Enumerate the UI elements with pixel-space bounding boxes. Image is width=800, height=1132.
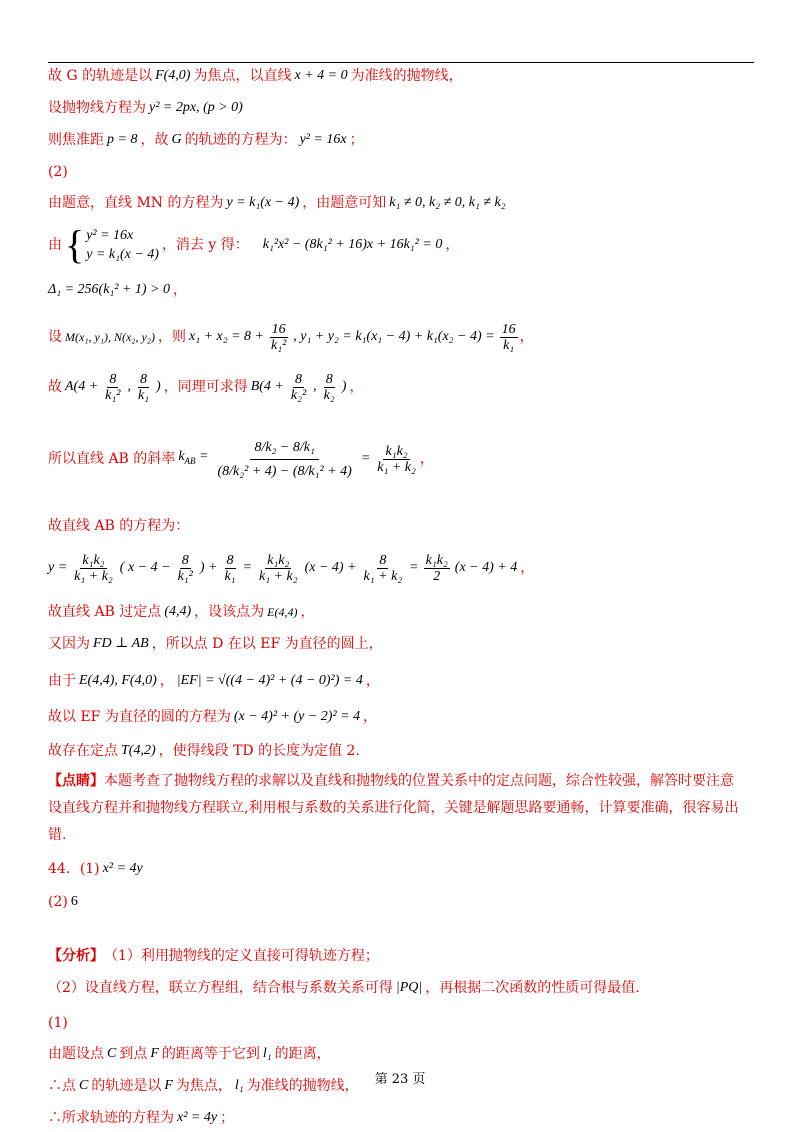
- math-expr: k₁²x² − (8k₁² + 16)x + 16k₁² = 0: [262, 237, 443, 252]
- text: ，再根据二次函数的性质可得最值.: [425, 980, 640, 996]
- text: 由于: [48, 673, 76, 689]
- numerator: 8: [109, 371, 117, 387]
- text: 的距离等于它到: [161, 1046, 260, 1062]
- math-expr: (x − 4)² + (y − 2)² = 4: [233, 709, 361, 724]
- text: 为准线的抛物线，: [246, 1078, 359, 1094]
- fraction: [103, 372, 122, 403]
- math-expr: y =: [48, 560, 68, 575]
- numerator: 8: [379, 552, 387, 568]
- math-expr: x² = 4y: [102, 861, 143, 876]
- math-expr: B(4 +: [250, 379, 284, 394]
- text: ，: [519, 329, 534, 345]
- text: 由题设点: [48, 1046, 104, 1062]
- math-expr: F: [150, 1046, 159, 1061]
- header-rule: [48, 62, 754, 63]
- numerator: 8/k₂ − 8/k₁: [250, 436, 318, 460]
- text-line: [48, 738, 754, 764]
- fraction: [289, 372, 308, 403]
- analysis-line: [48, 943, 754, 969]
- text-line: [48, 632, 754, 656]
- numerator: 8: [226, 552, 234, 568]
- text: 为焦点，以直线: [193, 68, 292, 84]
- fraction: [375, 444, 418, 475]
- numerator: 16: [501, 321, 516, 337]
- tag: 【分析】: [48, 948, 104, 964]
- fraction: [269, 322, 288, 353]
- text: ，设该点为: [194, 604, 265, 620]
- fraction: [213, 436, 355, 483]
- text: ；: [349, 132, 364, 148]
- text: ，: [520, 560, 535, 576]
- text: (2): [48, 164, 68, 180]
- text: ，同理可求得: [163, 379, 248, 395]
- text: 的距离，: [274, 1046, 331, 1062]
- text: 本题考查了抛物线方程的求解以及直线和抛物线的位置关系中的定点问题，综合性较强，解答时要注意: [104, 773, 734, 789]
- math-expr: C: [107, 1046, 117, 1061]
- denominator: k₁: [137, 387, 150, 403]
- text-line: [48, 278, 754, 302]
- math-expr: (4,4): [164, 604, 192, 619]
- text: 所以直线 AB 的斜率: [48, 451, 176, 467]
- math-expr: =: [242, 560, 252, 575]
- text-line: [48, 96, 754, 120]
- denominator: k₂²: [290, 387, 307, 403]
- denominator: k₁²: [105, 387, 121, 403]
- denominator: k₁: [503, 337, 515, 353]
- fraction: [176, 553, 195, 584]
- denominator: k₁: [224, 568, 236, 584]
- math-expr: E(4,4), F(4,0): [79, 673, 157, 688]
- text: 故直线 AB 的方程为：: [48, 518, 190, 534]
- text: ∴所求轨迹的方程为: [48, 1110, 174, 1126]
- subscript: AB: [184, 455, 196, 466]
- numerator: k₁k₂: [82, 552, 105, 568]
- text: 设直线方程并和抛物线方程联立,利用根与系数的关系进行化简，关键是解题思路要通畅，计算要准确，很容易出: [48, 800, 739, 816]
- text: ，: [445, 237, 460, 253]
- text: 错.: [48, 827, 67, 843]
- tag: 【点睛】: [48, 773, 104, 789]
- math-expr: (x − 4) +: [304, 560, 357, 575]
- text: 由题意，直线 MN 的方程为: [48, 195, 224, 211]
- text-line: [48, 190, 754, 216]
- denominator: k₁ + k₂: [74, 568, 113, 584]
- math-expr: y = k₁(x − 4): [86, 247, 159, 262]
- numerator: 16: [271, 321, 286, 337]
- text: ，: [365, 673, 380, 689]
- math-expr: |EF| = √((4 − 4)² + (4 − 0)²) = 4: [176, 673, 363, 688]
- text: 则焦准距: [48, 132, 104, 148]
- math-expr: x² = 4y: [177, 1110, 218, 1125]
- math-expr: ( x − 4 −: [119, 560, 171, 575]
- denominator: (8/k₂² + 4) − (8/k₁² + 4): [217, 463, 352, 479]
- page-content: [48, 64, 754, 1131]
- text: ；: [220, 1110, 235, 1126]
- text: ，: [173, 282, 188, 298]
- denominator: k₁²: [177, 568, 193, 584]
- denominator: k₁²: [271, 337, 287, 353]
- text-line: [48, 222, 754, 268]
- text: （1）利用抛物线的定义直接可得轨迹方程；: [104, 948, 379, 964]
- text-line: [48, 1105, 754, 1131]
- math-expr: k: [178, 449, 185, 465]
- fraction: [136, 372, 151, 403]
- text: 又因为: [48, 636, 90, 652]
- comment-block: [48, 768, 754, 849]
- denominator: k₁ + k₂: [259, 568, 298, 584]
- text: ，故: [140, 132, 169, 148]
- text: 的轨迹是以: [91, 1078, 162, 1094]
- text: ，则: [157, 329, 186, 345]
- text: 故直线 AB 过定点: [48, 604, 162, 620]
- text: ，: [300, 604, 315, 620]
- numerator: 8: [325, 371, 333, 387]
- text-line: [48, 316, 754, 358]
- denominator: k₁ + k₂: [377, 459, 416, 475]
- text-line: [48, 666, 754, 696]
- math-expr: Δ₁ = 256(k₁² + 1) > 0: [48, 282, 171, 297]
- page-number: 第 23 页: [374, 1072, 426, 1087]
- denominator: 2: [433, 568, 441, 584]
- text-line: [48, 64, 754, 88]
- math-expr: E(4,4): [267, 605, 298, 619]
- denominator: k₂: [323, 387, 335, 403]
- math-expr: |PQ|: [395, 980, 423, 995]
- denominator: k₁ + k₂: [363, 568, 403, 584]
- math-expr: y² = 16x: [299, 132, 347, 147]
- math-expr: F: [164, 1078, 173, 1093]
- math-expr: FD ⊥ AB: [93, 636, 149, 651]
- text-line: [48, 514, 754, 538]
- math-expr: ) +: [199, 560, 218, 575]
- math-expr: (x − 4) + 4: [454, 560, 518, 575]
- text-line: [48, 600, 754, 624]
- answer-line: [48, 889, 754, 915]
- fraction: [72, 553, 115, 584]
- text: 为焦点，: [175, 1078, 232, 1094]
- math-expr: y² = 2px, (p > 0): [149, 100, 243, 115]
- text: 44．(1): [48, 861, 100, 877]
- math-expr: =: [409, 560, 419, 575]
- text: ，: [363, 709, 378, 725]
- text: (2): [48, 894, 68, 910]
- text: 故存在定点: [48, 743, 118, 759]
- math-expr: x₁ + x₂ = 8 +: [188, 329, 264, 344]
- text: ，: [349, 379, 364, 395]
- text: ，使得线段 TD 的长度为定值 2.: [158, 743, 360, 759]
- math-expr: , y₁ + y₂ = k₁(x₁ − 4) + k₁(x₂ − 4) =: [293, 329, 495, 344]
- numerator: 8: [140, 371, 147, 387]
- math-expr: C: [79, 1078, 89, 1093]
- numerator: k₁k₂: [425, 552, 448, 568]
- text-line: [48, 1041, 754, 1067]
- text: ，: [159, 673, 174, 689]
- math-expr: A(4 +: [65, 379, 99, 394]
- math-expr: k₁ ≠ 0, k₂ ≠ 0, k₁ ≠ k₂: [389, 195, 506, 210]
- text: 故 G 的轨迹是以: [48, 68, 153, 84]
- math-expr: 6: [70, 894, 78, 909]
- section-label: [48, 1011, 754, 1035]
- question-line: [48, 855, 754, 883]
- numerator: 8: [181, 552, 189, 568]
- text: ∴点: [48, 1078, 76, 1094]
- math-expr: p = 8: [107, 132, 138, 147]
- math-expr: x + 4 = 0: [294, 68, 348, 83]
- text: ，: [419, 451, 434, 467]
- text: ，消去 y 得：: [161, 237, 249, 253]
- text-line: 故 A(4 + $\frac{8}{\text{k₁²}}$ , $\frac{8}{\text{k₁}}$ ) ，同理可求得 B(4 + $\frac{8}{\text{k₂²}}$ , $\frac{8}{\text{k₂}}$ ) ，: [48, 371, 364, 403]
- numerator: 8: [295, 371, 303, 387]
- numerator: k₁k₂: [385, 443, 408, 459]
- text: （2）设直线方程，联立方程组，结合根与系数关系可得: [48, 980, 393, 996]
- analysis-line: [48, 975, 754, 1001]
- text: 设: [48, 329, 62, 345]
- math-expr: y² = 16x: [86, 228, 134, 243]
- fraction: [222, 553, 237, 584]
- text: 的轨迹的方程为：: [184, 132, 297, 148]
- math-expr: G: [171, 132, 182, 147]
- text-line: 所以直线 AB 的斜率 $k_{AB}$ = $\frac{\text{8/k₂ − 8/k₁}}{\text{(8/k₂² + 4) − (8/k₁² + 4)}}$ = $\frac{\text{k₁k₂}}{\text{k₁ + k₂}}$ ，: [48, 426, 754, 492]
- math-expr: T(4,2): [121, 743, 156, 758]
- text: 由: [48, 237, 62, 253]
- fraction: [424, 553, 450, 584]
- text-line: [48, 128, 754, 152]
- numerator: k₁k₂: [267, 552, 290, 568]
- section-label: [48, 160, 754, 184]
- fraction: [257, 553, 300, 584]
- fraction: [362, 553, 405, 584]
- text: 故: [48, 379, 62, 395]
- text-line: [48, 704, 754, 730]
- fraction: [322, 372, 337, 403]
- text-line: [48, 546, 754, 590]
- math-expr: l₁: [262, 1046, 272, 1061]
- text: ，所以点 D 在以 EF 为直径的圆上，: [151, 636, 383, 652]
- text: ，由题意可知: [302, 195, 387, 211]
- fraction: [500, 322, 518, 353]
- text: 设抛物线方程为: [48, 100, 146, 116]
- math-expr: M(x₁, y₁), N(x₂, y₂): [65, 330, 155, 344]
- text: 故以 EF 为直径的圆的方程为: [48, 709, 231, 725]
- math-expr: F(4,0): [155, 68, 191, 83]
- text: (1): [48, 1015, 68, 1031]
- equation-system: { y² = 16x y = k₁(x − 4): [65, 222, 159, 267]
- text: 到点: [119, 1046, 148, 1062]
- math-expr: y = k₁(x − 4): [226, 195, 300, 210]
- text: 为准线的抛物线，: [350, 68, 463, 84]
- math-expr: l₁: [234, 1078, 244, 1093]
